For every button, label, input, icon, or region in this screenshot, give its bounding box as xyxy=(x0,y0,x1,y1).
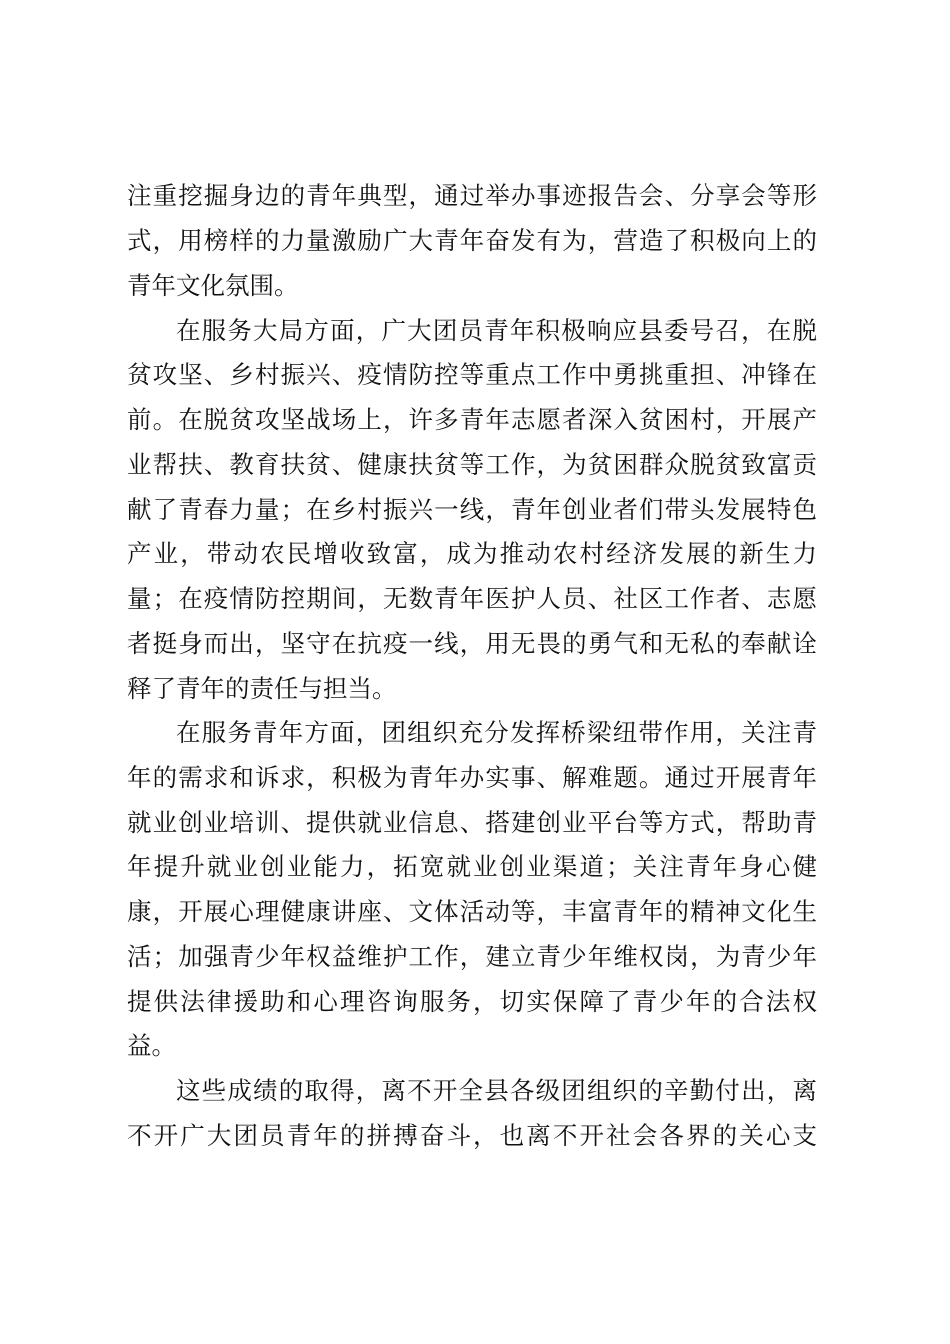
text-line: 就业创业培训、提供就业信息、搭建创业平台等方式，帮助青 xyxy=(127,808,817,837)
text-line: 者挺身而出，坚守在抗疫一线，用无畏的勇气和无私的奉献诠 xyxy=(127,629,817,658)
text-line: 青年文化氛围。 xyxy=(127,271,299,300)
text-line: 不开广大团员青年的拼搏奋斗，也离不开社会各界的关心支 xyxy=(127,1121,817,1150)
text-line: 提供法律援助和心理咨询服务，切实保障了青少年的合法权 xyxy=(127,987,817,1016)
text-line: 康，开展心理健康讲座、文体活动等，丰富青年的精神文化生 xyxy=(127,897,817,926)
paragraph-first-line: 在服务青年方面，团组织充分发挥桥梁纽带作用，关注青 xyxy=(176,718,817,747)
text-line: 益。 xyxy=(127,1031,176,1060)
text-line: 量；在疫情防控期间，无数青年医护人员、社区工作者、志愿 xyxy=(127,584,817,613)
text-line: 活；加强青少年权益维护工作，建立青少年维权岗，为青少年 xyxy=(127,942,817,971)
text-line: 式，用榜样的力量激励广大青年奋发有为，营造了积极向上的 xyxy=(127,226,817,255)
text-line: 业帮扶、教育扶贫、健康扶贫等工作，为贫困群众脱贫致富贡 xyxy=(127,450,817,479)
text-line: 产业，带动农民增收致富，成为推动农村经济发展的新生力 xyxy=(127,539,817,568)
text-line: 释了青年的责任与担当。 xyxy=(127,674,397,703)
paragraph-first-line: 在服务大局方面，广大团员青年积极响应县委号召，在脱 xyxy=(176,316,817,345)
text-line: 前。在脱贫攻坚战场上，许多青年志愿者深入贫困村，开展产 xyxy=(127,405,817,434)
text-line: 注重挖掘身边的青年典型，通过举办事迹报告会、分享会等形 xyxy=(127,181,817,210)
text-line: 贫攻坚、乡村振兴、疫情防控等重点工作中勇挑重担、冲锋在 xyxy=(127,360,817,389)
text-line: 献了青春力量；在乡村振兴一线，青年创业者们带头发展特色 xyxy=(127,495,817,524)
text-line: 年的需求和诉求，积极为青年办实事、解难题。通过开展青年 xyxy=(127,763,817,792)
paragraph-first-line: 这些成绩的取得，离不开全县各级团组织的辛勤付出，离 xyxy=(176,1076,817,1105)
text-line: 年提升就业创业能力，拓宽就业创业渠道；关注青年身心健 xyxy=(127,852,817,881)
